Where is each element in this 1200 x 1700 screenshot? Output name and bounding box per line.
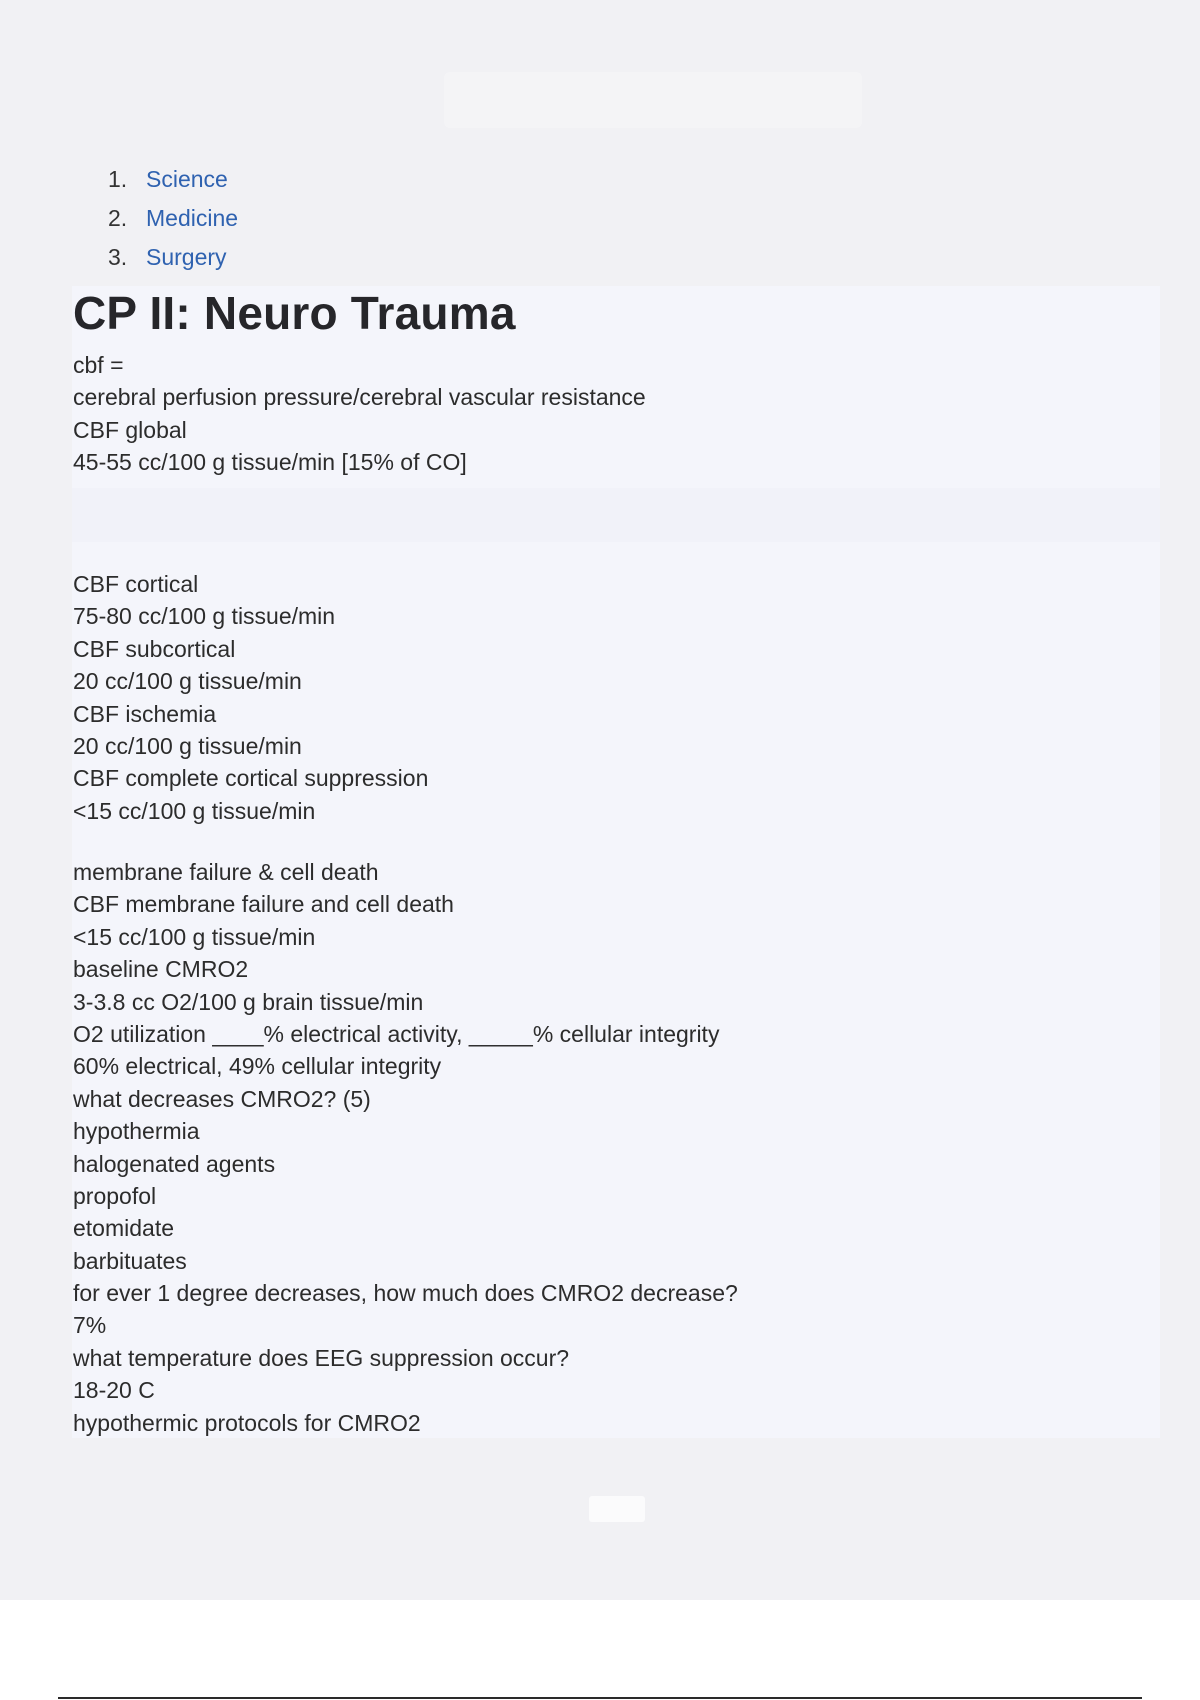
flashcard-line: for ever 1 degree decreases, how much does CMRO2 decrease? [73, 1280, 738, 1307]
flashcard-line: <15 cc/100 g tissue/min [73, 923, 316, 950]
inline-ad-placeholder [72, 488, 1160, 542]
flashcard-list [73, 568, 428, 827]
breadcrumb-item-surgery [108, 238, 238, 277]
flashcard-line: etomidate [73, 1215, 175, 1242]
breadcrumb-number: 2. [108, 205, 128, 231]
flashcard-line: halogenated agents [73, 1150, 276, 1177]
breadcrumb-link-surgery[interactable]: Surgery [146, 244, 227, 270]
breadcrumb-number: 3. [108, 244, 128, 270]
flashcard-line: propofol [73, 1182, 157, 1209]
flashcard-line: hypothermia [73, 1118, 200, 1145]
flashcard-line: 18-20 C [73, 1377, 155, 1404]
breadcrumb-link-science[interactable]: Science [146, 166, 228, 192]
flashcard-line: <15 cc/100 g tissue/min [73, 797, 316, 824]
flashcard-line: O2 utilization ____% electrical activity, _____% cellular integrity [73, 1020, 720, 1047]
flashcard-line: hypothermic protocols for CMRO2 [73, 1409, 421, 1436]
flashcard-list [73, 856, 738, 1439]
breadcrumb-item-medicine [108, 199, 238, 238]
flashcard-line: 7% [73, 1312, 107, 1339]
flashcard-line: what temperature does EEG suppression occur? [73, 1344, 570, 1371]
flashcard-line: barbituates [73, 1247, 187, 1274]
flashcard-line: cbf = [73, 352, 124, 378]
flashcard-list [73, 349, 646, 479]
footer-divider [58, 1697, 1142, 1699]
top-banner-placeholder [444, 72, 862, 128]
flashcard-line: baseline CMRO2 [73, 956, 249, 983]
flashcard-line: CBF cortical [73, 571, 199, 597]
flashcard-line: 20 cc/100 g tissue/min [73, 732, 302, 759]
flashcard-line: 20 cc/100 g tissue/min [73, 668, 302, 695]
breadcrumb-link-medicine[interactable]: Medicine [146, 205, 239, 231]
flashcard-line: 45-55 cc/100 g tissue/min [15% of CO] [73, 449, 467, 476]
flashcard-line: CBF subcortical [73, 635, 236, 662]
flashcard-line: 60% electrical, 49% cellular integrity [73, 1053, 442, 1080]
page-title: CP II: Neuro Trauma [73, 287, 516, 339]
flashcard-line: what decreases CMRO2? (5) [73, 1085, 371, 1112]
flashcard-line: cerebral perfusion pressure/cerebral vascular resistance [73, 384, 646, 411]
breadcrumb [108, 160, 238, 277]
breadcrumb-number: 1. [108, 166, 128, 192]
flashcard-line: CBF complete cortical suppression [73, 765, 429, 792]
breadcrumb-item-science [108, 160, 238, 199]
flashcard-line: CBF ischemia [73, 700, 217, 727]
flashcard-line: 3-3.8 cc O2/100 g brain tissue/min [73, 988, 424, 1015]
flashcard-line: 75-80 cc/100 g tissue/min [73, 603, 336, 630]
flashcard-line: membrane failure & cell death [73, 859, 379, 885]
flashcard-line: CBF membrane failure and cell death [73, 891, 454, 918]
bottom-ad-placeholder [589, 1496, 645, 1522]
flashcard-line: CBF global [73, 416, 187, 443]
